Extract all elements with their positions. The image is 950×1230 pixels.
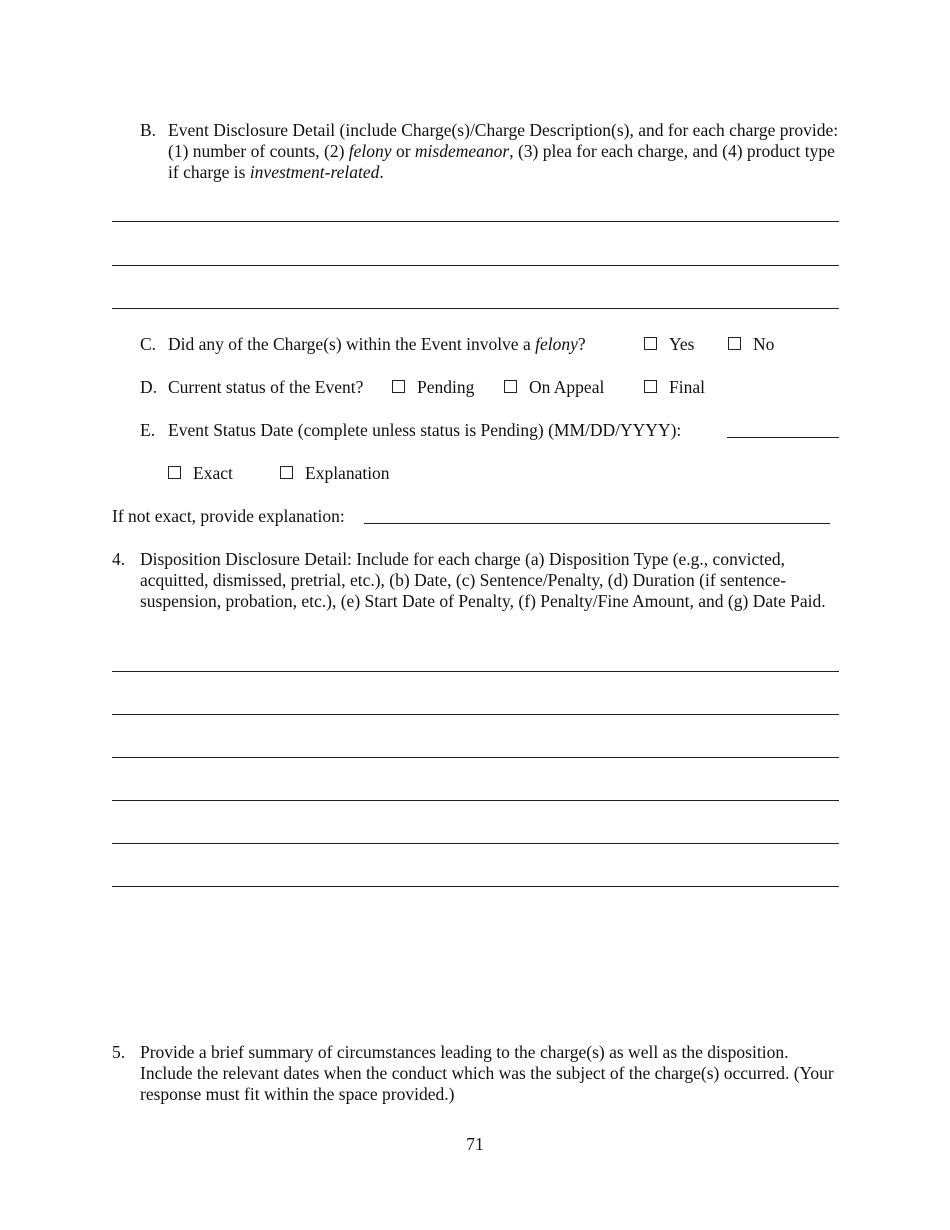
section-e bbox=[140, 420, 681, 441]
yes-label: Yes bbox=[669, 334, 695, 354]
item-4 bbox=[112, 549, 834, 612]
answer-line-b-2[interactable] bbox=[112, 265, 839, 266]
answer-line-b-1[interactable] bbox=[112, 221, 839, 222]
pending-label: Pending bbox=[417, 377, 475, 397]
page-number: 71 bbox=[466, 1134, 484, 1154]
item-5 bbox=[112, 1042, 834, 1105]
answer-line-4-1[interactable] bbox=[112, 671, 839, 672]
status-date-field[interactable] bbox=[727, 437, 839, 438]
section-d-label: D. bbox=[140, 377, 158, 397]
section-b-label: B. bbox=[140, 120, 157, 140]
answer-line-4-6[interactable] bbox=[112, 886, 839, 887]
on-appeal-checkbox[interactable] bbox=[504, 380, 517, 393]
yes-checkbox[interactable] bbox=[644, 337, 657, 350]
option-exact[interactable] bbox=[168, 463, 233, 484]
section-b bbox=[140, 120, 840, 183]
no-label: No bbox=[753, 334, 775, 354]
section-d bbox=[140, 377, 363, 398]
section-e-question: Event Status Date (complete unless status is Pending) (MM/DD/YYYY): bbox=[168, 420, 682, 440]
answer-line-4-2[interactable] bbox=[112, 714, 839, 715]
section-c bbox=[140, 334, 586, 355]
final-checkbox[interactable] bbox=[644, 380, 657, 393]
explanation-row bbox=[112, 506, 345, 527]
section-b-text: Event Disclosure Detail (include Charge(s)/Charge Description(s), and for each charge provide: (1) number of counts, (2) felony or misdemeanor, (3) plea for each charge, and (4) product type if charge is investment-related. bbox=[168, 120, 839, 182]
item-4-label: 4. bbox=[112, 549, 126, 569]
item-4-text: Disposition Disclosure Detail: Include for each charge (a) Disposition Type (e.g., convicted, acquitted, dismissed, pretrial, etc.), (b) Date, (c) Sentence/Penalty, (d) Duration (if sentence-suspension, probation, etc.), (e) Start Date of Penalty, (f) Penalty/Fine Amount, and (g) Date Paid. bbox=[140, 549, 826, 611]
answer-line-4-4[interactable] bbox=[112, 800, 839, 801]
option-pending[interactable] bbox=[392, 377, 474, 398]
option-final[interactable] bbox=[644, 377, 705, 398]
section-e-label: E. bbox=[140, 420, 156, 440]
option-explanation[interactable] bbox=[280, 463, 390, 484]
explanation-checkbox[interactable] bbox=[280, 466, 293, 479]
exact-label: Exact bbox=[193, 463, 233, 483]
answer-line-4-5[interactable] bbox=[112, 843, 839, 844]
answer-line-4-3[interactable] bbox=[112, 757, 839, 758]
item-5-text: Provide a brief summary of circumstances leading to the charge(s) as well as the disposition. Include the relevant dates when the conduct which was the subject of the charge(s) occurred. (Your response must fit within the space provided.) bbox=[140, 1042, 834, 1104]
item-5-label: 5. bbox=[112, 1042, 126, 1062]
pending-checkbox[interactable] bbox=[392, 380, 405, 393]
option-on-appeal[interactable] bbox=[504, 377, 604, 398]
section-c-question: Did any of the Charge(s) within the Event involve a felony? bbox=[168, 334, 586, 354]
explanation-field[interactable] bbox=[364, 523, 830, 524]
option-no[interactable] bbox=[728, 334, 774, 355]
explanation-prompt: If not exact, provide explanation: bbox=[112, 506, 345, 526]
option-yes[interactable] bbox=[644, 334, 694, 355]
no-checkbox[interactable] bbox=[728, 337, 741, 350]
explanation-label: Explanation bbox=[305, 463, 390, 483]
exact-checkbox[interactable] bbox=[168, 466, 181, 479]
section-c-label: C. bbox=[140, 334, 157, 354]
section-d-question: Current status of the Event? bbox=[168, 377, 364, 397]
answer-line-b-3[interactable] bbox=[112, 308, 839, 309]
final-label: Final bbox=[669, 377, 705, 397]
on-appeal-label: On Appeal bbox=[529, 377, 605, 397]
